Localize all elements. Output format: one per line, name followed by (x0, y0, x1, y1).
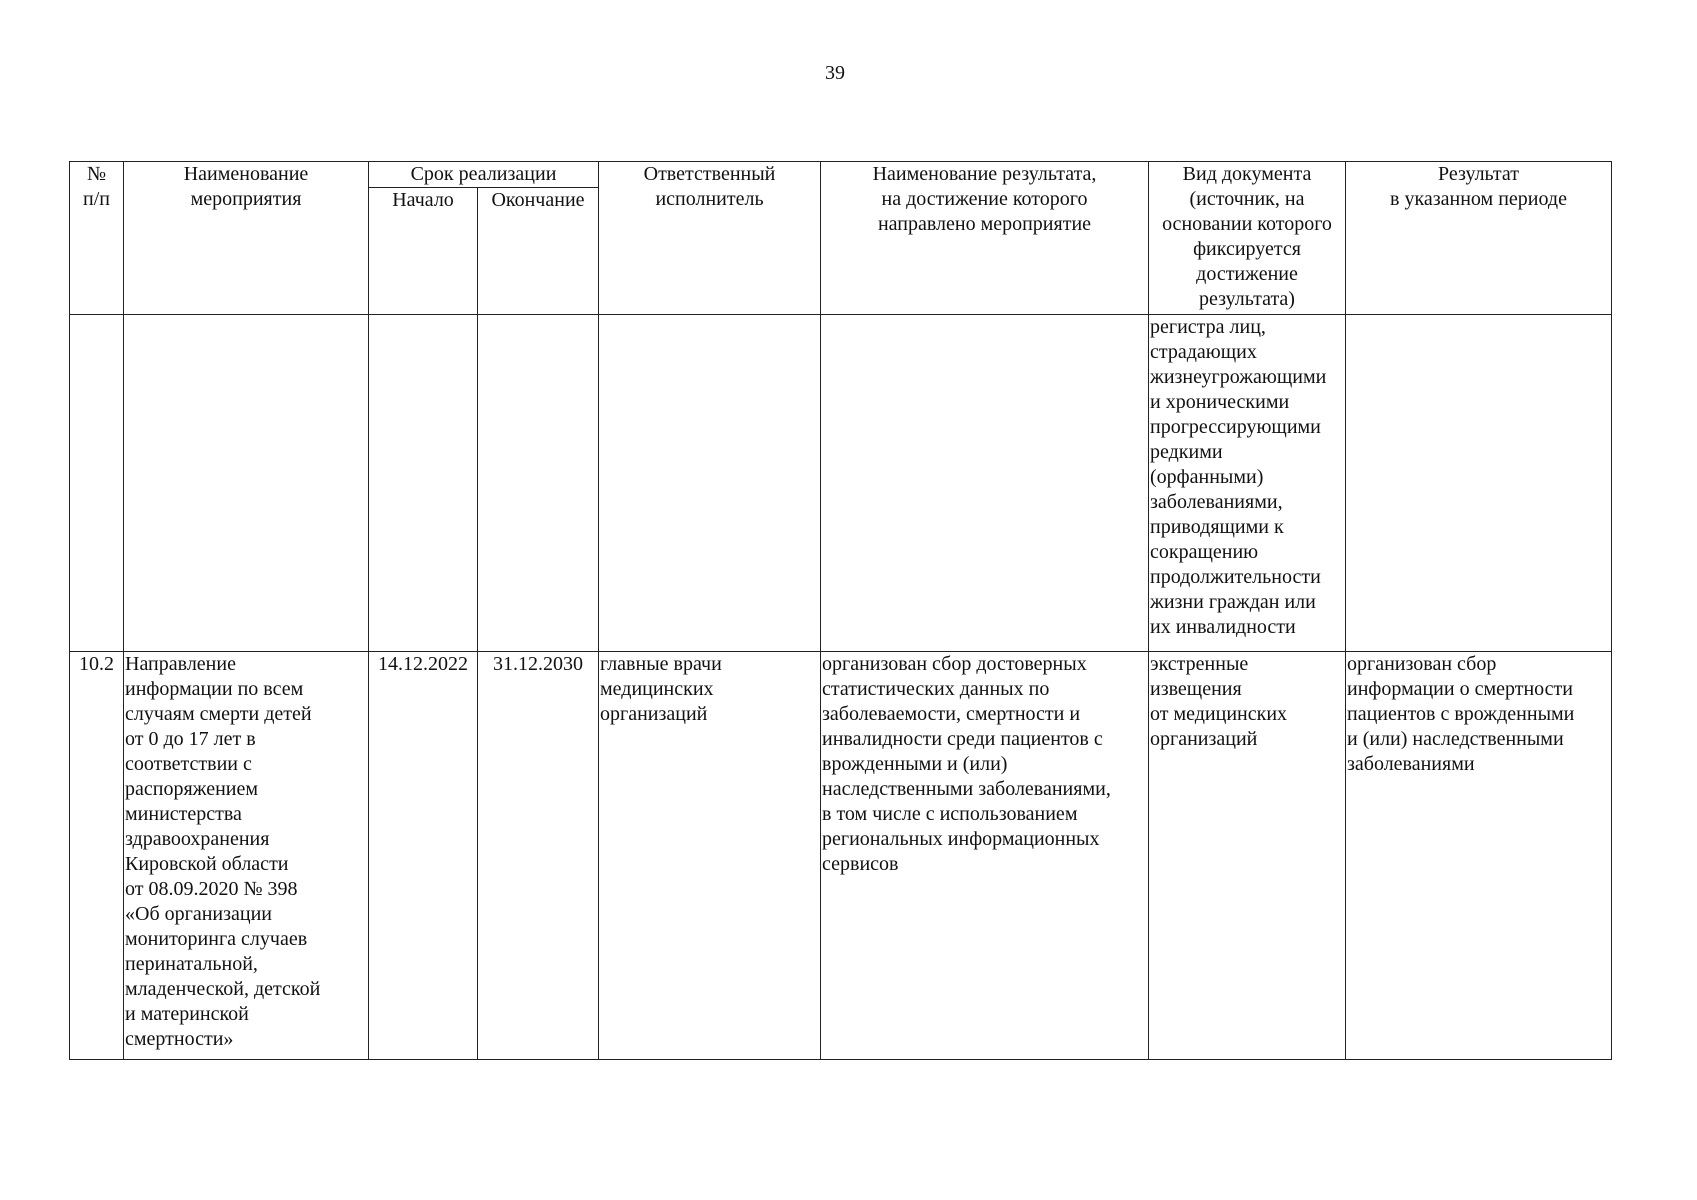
cell-responsible (599, 315, 821, 652)
table-header (70, 162, 1612, 315)
cell-start: 14.12.2022 (369, 652, 478, 1060)
header-responsible: Ответственный исполнитель (599, 162, 821, 315)
header-end: Окончание (478, 188, 599, 315)
cell-result (1346, 315, 1612, 652)
cell-responsible: главные врачи медицинских организаций (599, 652, 821, 1060)
cell-result-name: организован сбор достоверных статистических данных по заболеваемости, смертности и инвалидности среди пациентов с врожденными и (или) наследственными заболеваниями, в том числе с использованием региональных информационных сервисов (821, 652, 1149, 1060)
table-row-continuation (70, 315, 1612, 652)
activities-table (69, 161, 1612, 1060)
cell-num: 10.2 (70, 652, 124, 1060)
cell-start (369, 315, 478, 652)
header-start: Начало (369, 188, 478, 315)
cell-num (70, 315, 124, 652)
header-num: № п/п (70, 162, 124, 315)
header-document-type: Вид документа (источник, на основании которого фиксируется достижение результата) (1149, 162, 1346, 315)
header-activity-name: Наименование мероприятия (124, 162, 369, 315)
cell-activity-name (124, 315, 369, 652)
cell-activity-name: Направление информации по всем случаям смерти детей от 0 до 17 лет в соответствии с распоряжением министерства здравоохранения Кировской области от 08.09.2020 № 398 «Об организации мониторинга случаев перинатальной, младенческой, детской и материнской смертности» (124, 652, 369, 1060)
cell-end: 31.12.2030 (478, 652, 599, 1060)
header-period: Срок реализации (369, 162, 599, 188)
header-result-name: Наименование результата, на достижение которого направлено мероприятие (821, 162, 1149, 315)
cell-result: организован сбор информации о смертности пациентов с врожденными и (или) наследственными заболеваниями (1346, 652, 1612, 1060)
cell-result-name (821, 315, 1149, 652)
page-number: 39 (825, 62, 845, 84)
header-result: Результат в указанном периоде (1346, 162, 1612, 315)
table-row (70, 652, 1612, 1060)
cell-end (478, 315, 599, 652)
cell-document-type: регистра лиц, страдающих жизнеугрожающими и хроническими прогрессирующими редкими (орфанными) заболеваниями, приводящими к сокращению продолжительности жизни граждан или их инвалидности (1149, 315, 1346, 652)
cell-document-type: экстренные извещения от медицинских организаций (1149, 652, 1346, 1060)
